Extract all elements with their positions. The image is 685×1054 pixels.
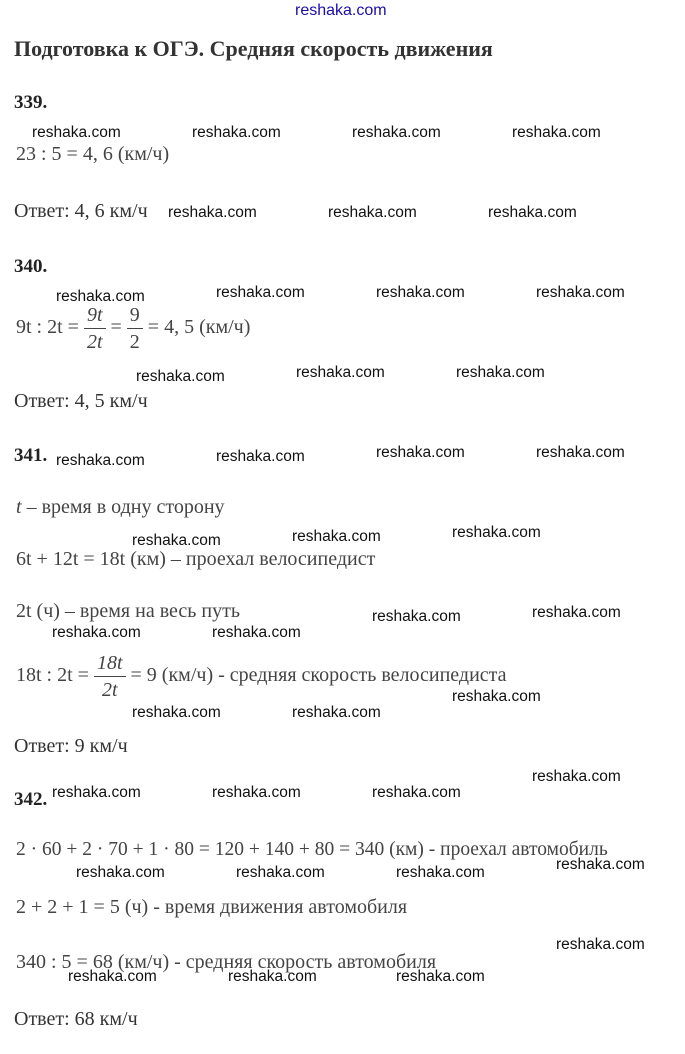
fraction-numerator: 9	[127, 305, 143, 329]
problem-342-line-3: 340 : 5 = 68 (км/ч) - средняя скорость автомобиля	[16, 951, 437, 973]
equation-right: = 9 (км/ч) - средняя скорость велосипедиста	[130, 664, 507, 687]
watermark: reshaka.com	[376, 284, 465, 301]
watermark: reshaka.com	[228, 968, 317, 985]
problem-341-line-1	[16, 496, 225, 519]
watermark: reshaka.com	[236, 864, 325, 881]
watermark: reshaka.com	[452, 524, 541, 541]
watermark: reshaka.com	[168, 204, 257, 221]
watermark: reshaka.com	[532, 604, 621, 621]
problem-340-number: 340.	[14, 256, 48, 277]
problem-341-line-4	[16, 653, 507, 700]
watermark: reshaka.com	[372, 608, 461, 625]
watermark: reshaka.com	[456, 364, 545, 381]
watermark: reshaka.com	[352, 124, 441, 141]
variable-t: t	[16, 496, 22, 518]
watermark: reshaka.com	[68, 968, 157, 985]
fraction-denominator: 2t	[86, 331, 103, 353]
watermark: reshaka.com	[556, 856, 645, 873]
problem-339-number: 339.	[14, 92, 48, 113]
watermark: reshaka.com	[488, 204, 577, 221]
problem-339-answer: Ответ: 4, 6 км/ч	[14, 200, 148, 222]
fraction-numerator: 9t	[84, 305, 106, 329]
problem-342-line-1: 2 · 60 + 2 · 70 + 1 · 80 = 120 + 140 + 80 = 340 (км) - проехал автомобиль	[16, 839, 608, 860]
watermark: reshaka.com	[536, 284, 625, 301]
watermark: reshaka.com	[132, 704, 221, 721]
watermark: reshaka.com	[132, 532, 221, 549]
fraction-denominator: 2	[129, 331, 140, 353]
watermark: reshaka.com	[396, 864, 485, 881]
watermark: reshaka.com	[32, 124, 121, 141]
problem-341-line-2: 6t + 12t = 18t (км) – проехал велосипедист	[16, 548, 376, 570]
problem-340-equation	[16, 305, 250, 352]
page-title: Подготовка к ОГЭ. Средняя скорость движения	[14, 36, 493, 61]
watermark: reshaka.com	[216, 284, 305, 301]
watermark: reshaka.com	[76, 864, 165, 881]
problem-341-answer: Ответ: 9 км/ч	[14, 735, 128, 757]
fraction-9-2	[127, 305, 143, 352]
watermark: reshaka.com	[136, 368, 225, 385]
watermark: reshaka.com	[292, 704, 381, 721]
watermark: reshaka.com	[396, 968, 485, 985]
watermark: reshaka.com	[296, 364, 385, 381]
watermark: reshaka.com	[452, 688, 541, 705]
watermark: reshaka.com	[52, 624, 141, 641]
watermark: reshaka.com	[216, 448, 305, 465]
line-text: – время в одну сторону	[26, 496, 225, 518]
problem-341-line-3: 2t (ч) – время на весь путь	[16, 600, 240, 622]
fraction-numerator: 18t	[94, 653, 126, 677]
problem-341-number: 341.	[14, 445, 48, 466]
watermark: reshaka.com	[212, 784, 301, 801]
watermark: reshaka.com	[52, 784, 141, 801]
watermark: reshaka.com	[512, 124, 601, 141]
problem-339-solution: 23 : 5 = 4, 6 (км/ч)	[16, 143, 170, 165]
site-header-link[interactable]: reshaka.com	[295, 2, 387, 19]
problem-342-answer: Ответ: 68 км/ч	[14, 1008, 138, 1030]
watermark: reshaka.com	[212, 624, 301, 641]
watermark: reshaka.com	[328, 204, 417, 221]
watermark: reshaka.com	[532, 768, 621, 785]
watermark: reshaka.com	[376, 444, 465, 461]
fraction-denominator: 2t	[101, 679, 118, 701]
equals-sign: =	[110, 316, 122, 339]
watermark: reshaka.com	[372, 784, 461, 801]
watermark: reshaka.com	[536, 444, 625, 461]
equation-left: 9t : 2t =	[16, 316, 79, 339]
equation-right: = 4, 5 (км/ч)	[147, 316, 251, 339]
watermark: reshaka.com	[56, 288, 145, 305]
problem-342-number: 342.	[14, 789, 48, 810]
watermark: reshaka.com	[56, 452, 145, 469]
problem-342-line-2: 2 + 2 + 1 = 5 (ч) - время движения автомобиля	[16, 896, 408, 918]
watermark: reshaka.com	[292, 528, 381, 545]
watermark: reshaka.com	[556, 936, 645, 953]
watermark: reshaka.com	[192, 124, 281, 141]
equation-left: 18t : 2t =	[16, 664, 89, 687]
fraction-18t-2t	[94, 653, 126, 700]
fraction-9t-2t	[84, 305, 106, 352]
problem-340-answer: Ответ: 4, 5 км/ч	[14, 390, 148, 412]
